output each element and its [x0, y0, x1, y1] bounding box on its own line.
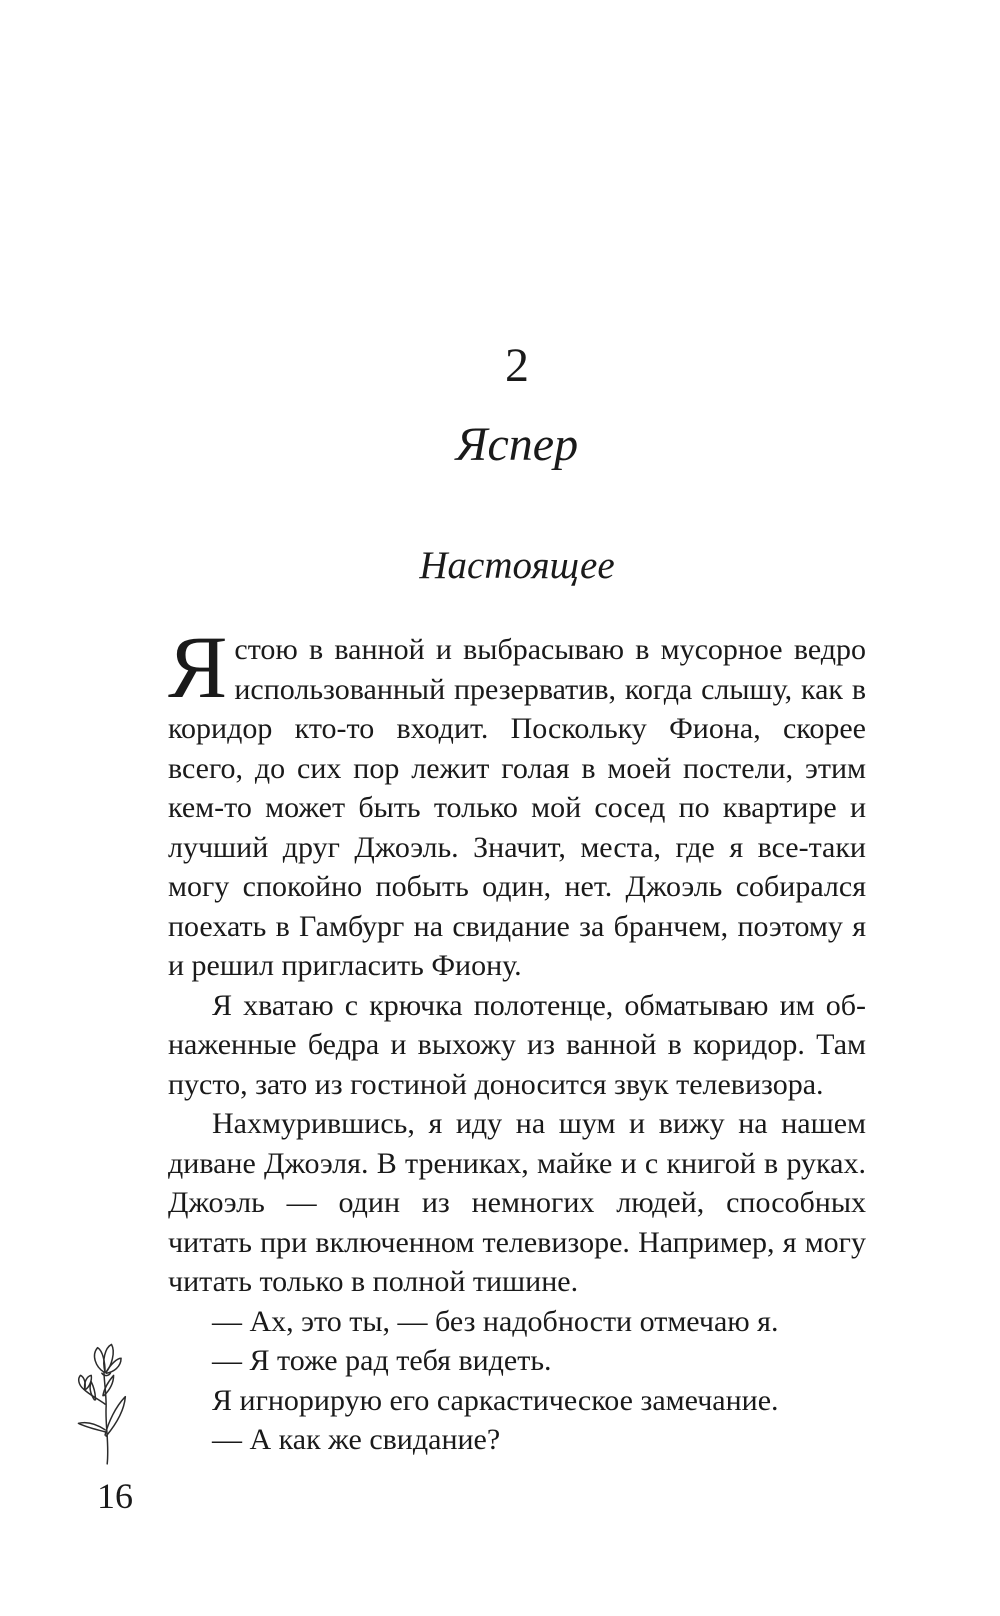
- chapter-number: 2: [505, 339, 529, 392]
- drop-cap: Я: [168, 619, 228, 717]
- section-heading: Настоящее: [419, 544, 615, 587]
- body-text: [168, 619, 866, 1460]
- dialogue-line: — Я тоже рад тебя видеть.: [212, 1344, 552, 1377]
- paragraph: Я хватаю с крючка полотенце, обматываю им обнаженные бедра и выхожу из ванной в коридор. Там пусто, зато из гостиной доносится звук телевизора.: [168, 988, 866, 1101]
- dialogue-line: — Ах, это ты, — без надобности отмечаю я.: [212, 1304, 779, 1338]
- paragraph: [168, 619, 866, 986]
- paragraph: Нахмурившись, я иду на шум и вижу на нашем диване Джоэля. В трениках, майке и с книгой в руках. Джоэль — один из немногих людей, способных читать при включенном телевизоре. Например, я могу читать только в полной тишине.: [168, 1107, 866, 1298]
- chapter-title: Яспер: [455, 418, 579, 471]
- paragraph-text: стою в ванной и выбрасываю в мусорное ведро использованный презерватив, когда слышу, как в коридор кто-то входит. Поскольку Фиона, скорее всего, до сих пор лежит голая в моей постели, этим кем-то может быть только мой сосед по квартире и лучший друг Джоэль. Значит, места, где я все-таки могу спокойно побыть один, нет. Джоэль собирался поехать в Гамбург на свидание за бранчем, поэтому я и решил пригласить Фиону.: [168, 633, 866, 982]
- flower-sketch-icon: [68, 1338, 140, 1466]
- page-number: 16: [97, 1476, 133, 1516]
- dialogue-line: — А как же свидание?: [212, 1423, 501, 1456]
- paragraph: Я игнорирую его саркастическое замечание.: [212, 1383, 779, 1417]
